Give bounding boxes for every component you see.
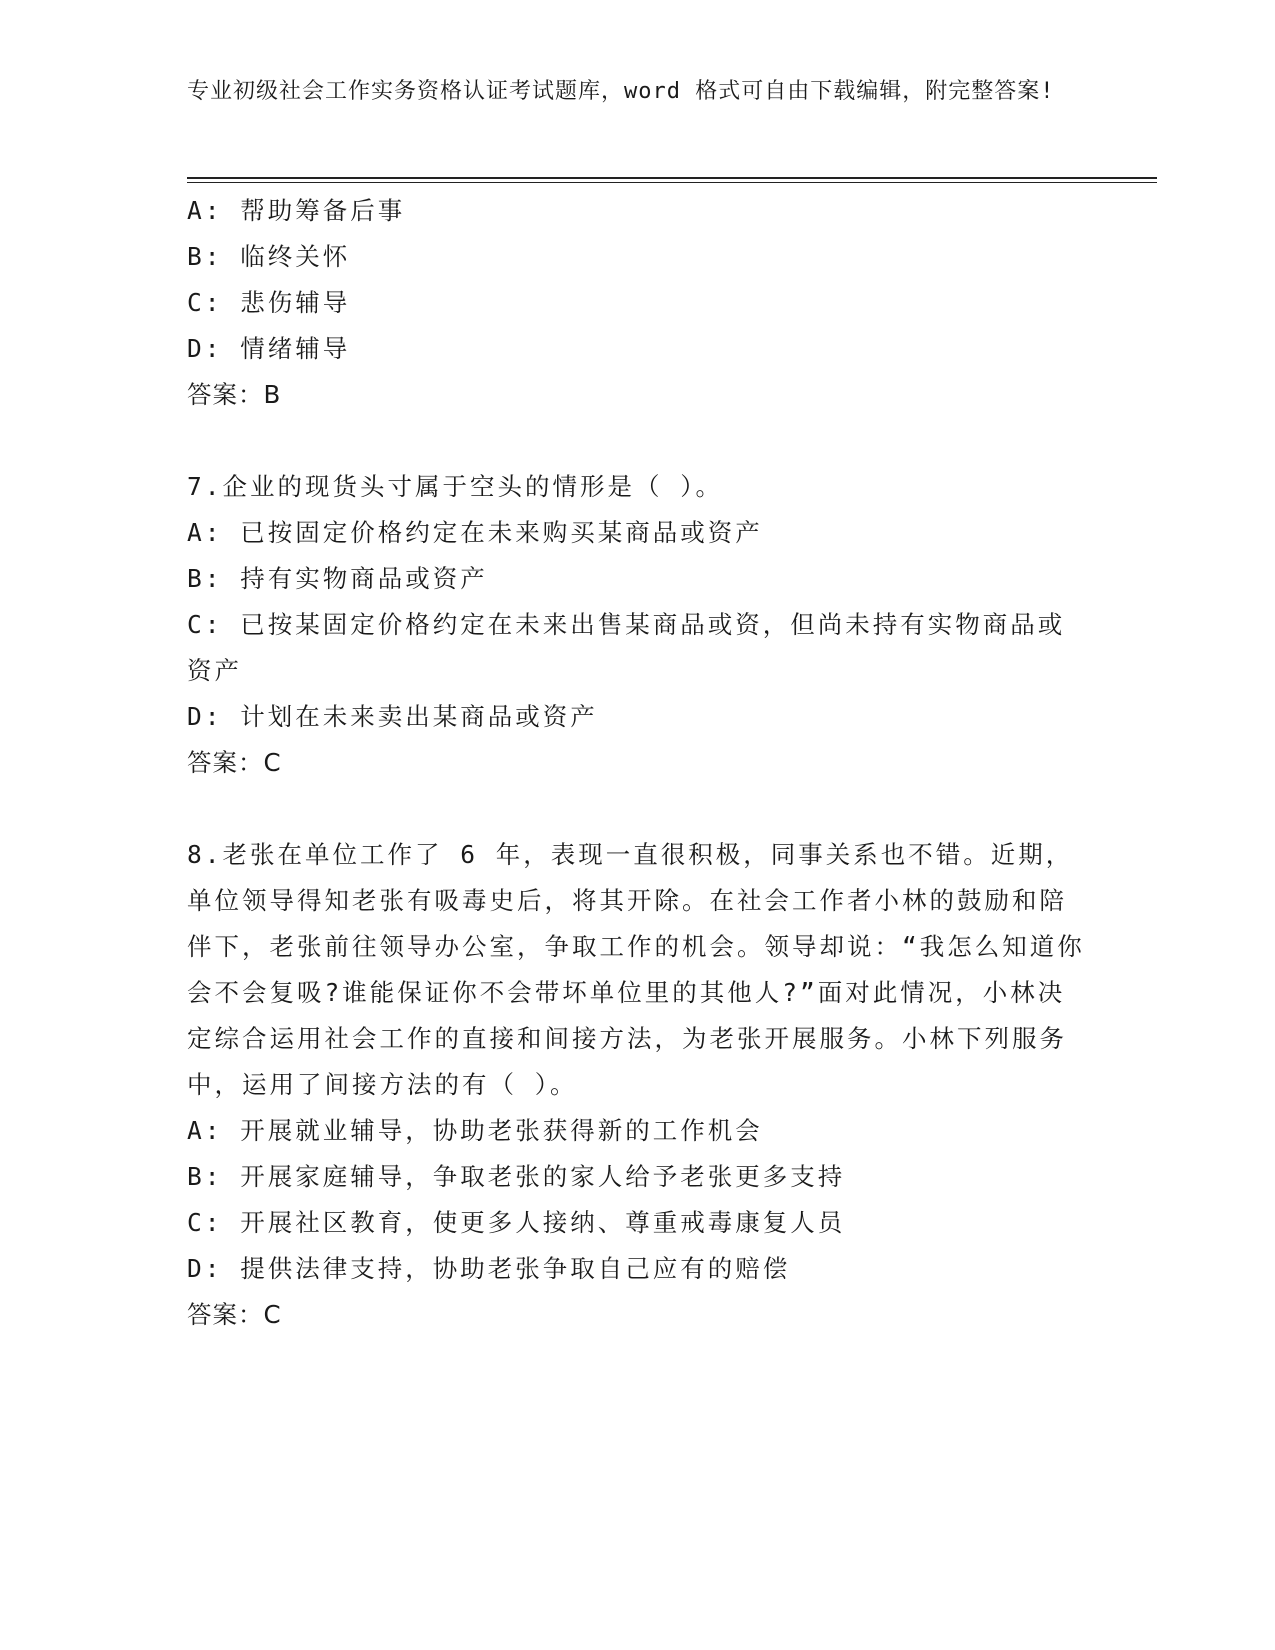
question-8-text: 8.老张在单位工作了 6 年，表现一直很积极，同事关系也不错。近期，单位领导得知老张有吸毒史后，将其开除。在社会工作者小林的鼓励和陪伴下，老张前往领导办公室，争取工作的机会。领导却说：“我怎么知道你会不会复吸?谁能保证你不会带坏单位里的其他人?”面对此情况，小林决定综合运用社会工作的直接和间接方法，为老张开展服务。小林下列服务中，运用了间接方法的有（ ）。	[187, 840, 1085, 1099]
answer-line: 答案：B	[187, 380, 282, 409]
spacer	[187, 418, 1087, 464]
option-a: A: 帮助筹备后事	[187, 196, 406, 225]
option-d: D: 提供法律支持，协助老张争取自己应有的赔偿	[187, 1254, 791, 1283]
answer-line: 答案：C	[187, 748, 282, 777]
option-c: C: 开展社区教育，使更多人接纳、尊重戒毒康复人员	[187, 1208, 846, 1237]
question-7-block	[187, 464, 1087, 786]
header-rule-thin	[187, 182, 1157, 183]
question-content	[187, 188, 1087, 1338]
answer-line: 答案：C	[187, 1300, 282, 1329]
question-7-text: 7.企业的现货头寸属于空头的情形是（ ）。	[187, 472, 723, 501]
header-rule-thick	[187, 177, 1157, 179]
option-b: B: 开展家庭辅导，争取老张的家人给予老张更多支持	[187, 1162, 846, 1191]
option-c: C: 悲伤辅导	[187, 288, 351, 317]
option-a: A: 开展就业辅导，协助老张获得新的工作机会	[187, 1116, 763, 1145]
option-b: B: 临终关怀	[187, 242, 351, 271]
spacer	[187, 786, 1087, 832]
prev-question-block	[187, 188, 1087, 418]
document-header-note: 专业初级社会工作实务资格认证考试题库，word 格式可自由下载编辑，附完整答案!	[187, 79, 1055, 104]
option-a: A: 已按固定价格约定在未来购买某商品或资产	[187, 518, 763, 547]
option-d: D: 情绪辅导	[187, 334, 351, 363]
option-b: B: 持有实物商品或资产	[187, 564, 488, 593]
option-d: D: 计划在未来卖出某商品或资产	[187, 702, 598, 731]
question-8-block	[187, 832, 1087, 1338]
option-c: C: 已按某固定价格约定在未来出售某商品或资，但尚未持有实物商品或资产	[187, 610, 1066, 685]
